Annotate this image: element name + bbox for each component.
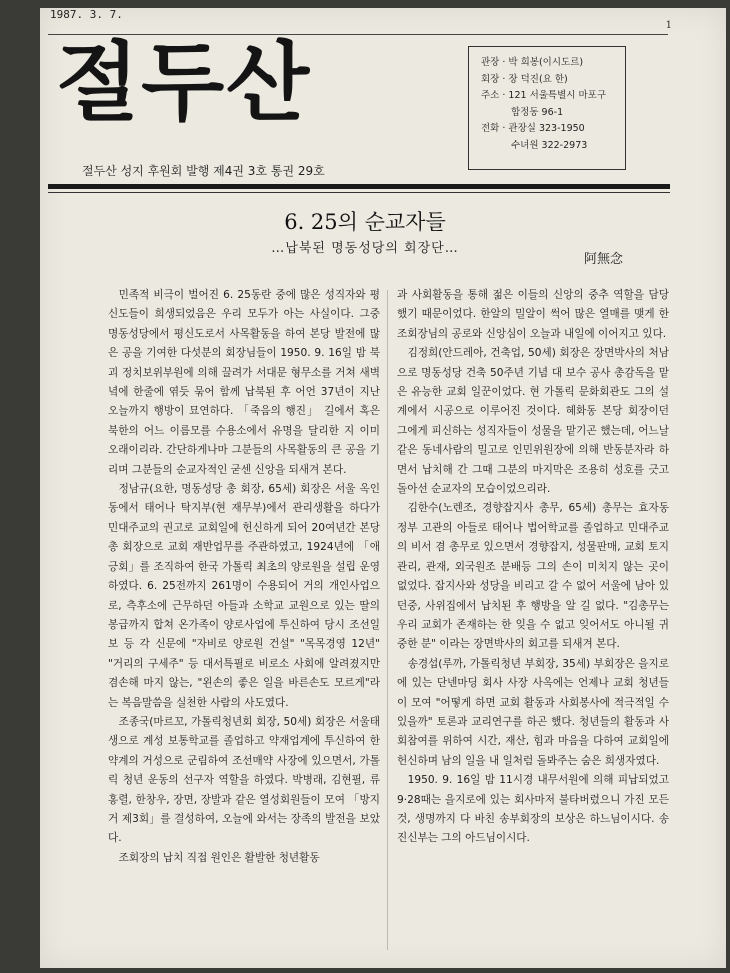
info-line-director: 관장 · 박 희봉(이시도르) [481, 57, 584, 68]
publisher-info-box [468, 46, 626, 170]
paragraph: 정남규(요한, 명동성당 총 회장, 65세) 회장은 서울 옥인동에서 태어나 탁지부(현 재무부)에서 관리생활을 하다가 민대주교의 권고로 교회일에 헌신하게 되어 20여년간 본당 총 회장으로 교회 재반업무를 주관하였고, 1924년에 「애긍회」를 조직하여 한국 가톨릭 최초의 양로원을 설립 운영하였다. 6. 25전까지 261명이 수용되어 거의 개인사업으로, 측후소에 근무하던 아들과 소학교 교원으로 있는 딸의 봉급까지 합쳐 온가족이 양로사업에 투신하여 당시 조선일보 등 각 신문에 "자비로 양로원 건설" "목목경영 12년" "거리의 구세주" 등 대서특필로 비로소 사회에 알려졌지만 겸손해 마지 않는, "왼손의 좋은 일을 바른손도 모르게"라는 복음말씀을 실천한 사람의 사도였다. [108, 483, 380, 709]
info-line-address: 주소 · 121 서울특별시 마포구 [481, 90, 607, 101]
info-line-president: 회장 · 장 덕진(요 한) [481, 73, 568, 85]
paragraph: 김정희(안드레아, 건축업, 50세) 회장은 장면박사의 처남으로 명동성당 건축 50주년 기념 대 보수 공사 총감독을 맡은 유능한 교회 일꾼이었다. 현 가톨릭 문화회관도 그의 설계에서 시공으로 이루어진 것이다. 혜화동 본당 회장이던 그에게 피신하는 성직자들이 성물을 맡기곤 했는데, 어느날 같은 동네사람의 밀고로 인민위원장에 의해 반동분자라 하면서 납치해 간 그때 그분의 마지막은 조용히 성호를 긋고 돌아선 순교자의 모습이었으리라. [397, 347, 669, 496]
issue-date: 1987. 3. 7. [50, 8, 123, 21]
paragraph: 민족적 비극이 벌어진 6. 25동란 중에 많은 성직자와 평신도들이 희생되었음은 우리 모두가 아는 사실이다. 그중 명동성당에서 평신도로서 사목활동을 하여 본당 발전에 많은 공을 기여한 다섯분의 회장님들이 1950. 9. 16일 밤 북괴 정치보위부원에 의해 끌려가 서대문 형무소를 거쳐 새벽녘에 한줄에 엮듯 묶어 함께 납북된 후 어언 37년이 지난 오늘까지 행방이 묘연하다. 「죽음의 행진」 길에서 혹은 북한의 어느 이름모를 수용소에서 유명을 달리한 지 이미 오래이리라. 간단하게나마 그분들의 사목활동의 큰 공을 기리며 그분들의 순교자적인 굳센 신앙을 되새겨 본다. [108, 289, 380, 476]
article-column-left [108, 286, 380, 868]
article-author: 阿無念 [584, 252, 624, 267]
info-line-phone-convent: 수녀원 322-2973 [511, 139, 588, 151]
article-column-right [397, 286, 669, 849]
paragraph: 조종국(마르꼬, 가톨릭청년회 회장, 50세) 회장은 서울태생으로 계성 보통학교를 졸업하고 약재업계에 투신하여 한약계의 거성으로 군림하여 조선매약 사장에 있으면서, 가톨릭 청년 운동의 선구자 역할을 하였다. 박병래, 김현필, 류홍렬, 한창우, 장면, 장발과 같은 열성회원들이 모여 「방지거 제3회」를 결성하여, 오늘에 와서는 장족의 발전을 보았다. [108, 715, 380, 845]
paragraph: 김한수(노렌조, 경향잡지사 총무, 65세) 총무는 효자동 정부 고관의 아들로 태어나 법어학교를 졸업하고 민대주교의 비서 겸 총무로 있으면서 경향잡지, 성물판매, 교회 토지관리, 관재, 외국원조 분배등 그의 손이 미치지 않는 곳이 없었다. 잡지사와 성당을 비리고 갈 수 없어 서울에 남아 있던중, 사위집에서 납치된 후 행방을 알 길 없다. "김총무는 우리 교회가 존재하는 한 잊을 수 없고 잊어서도 아니될 귀중한 분" 이라는 장면박사의 회고를 되새겨 본다. [397, 502, 669, 651]
thin-divider [48, 192, 670, 193]
paragraph: 송경섭(루까, 가톨릭청년 부회장, 35세) 부회장은 을지로에 있는 단넨마딩 회사 사장 사옥에는 언제나 교회 청년들이 모여 "어떻게 하면 교회 활동과 사회봉사에 적극적일 수 있을까" 토론과 교리연구를 하곤 했다. 청년들의 활동과 사회참여를 위하여 시간, 재산, 힘과 마음을 다하여 교회일에 헌신하며 남의 일을 내 일처럼 돌봐주는 숨은 희생자였다. [397, 657, 669, 767]
info-line-phone: 전화 · 관장실 323-1950 [481, 123, 585, 134]
paragraph: 과 사회활동을 통해 젊은 이들의 신앙의 중추 역할을 담당했기 때문이었다. 한알의 밀알이 썩어 많은 열매를 맺게 한 조회장님의 공로와 신앙심이 오늘과 내일에 이어지고 있다. [397, 289, 669, 340]
column-divider [387, 290, 388, 950]
article-title: 6. 25의 순교자들 [284, 210, 446, 234]
paragraph: 1950. 9. 16일 밤 11시경 내무서원에 의해 피납되었고 9·28때는 을지로에 있는 회사마저 불타버렸으니 가진 모든 것, 생명까지 다 바친 송부회장의 보상은 하느님이시다. 송진신부는 그의 아드님이시다. [397, 774, 669, 845]
paragraph: 조회장의 납치 직접 원인은 활발한 청년활동 [118, 851, 320, 864]
article-subtitle: …납북된 명동성당의 회장단… [271, 241, 459, 256]
info-line-address-detail: 합정동 96-1 [511, 106, 564, 118]
masthead-title: 절두산 [56, 33, 312, 133]
thick-divider [48, 184, 670, 189]
issue-subhead: 절두산 성지 후원회 발행 제4권 3호 통권 29호 [82, 164, 325, 178]
page-number: 1 [665, 20, 672, 31]
